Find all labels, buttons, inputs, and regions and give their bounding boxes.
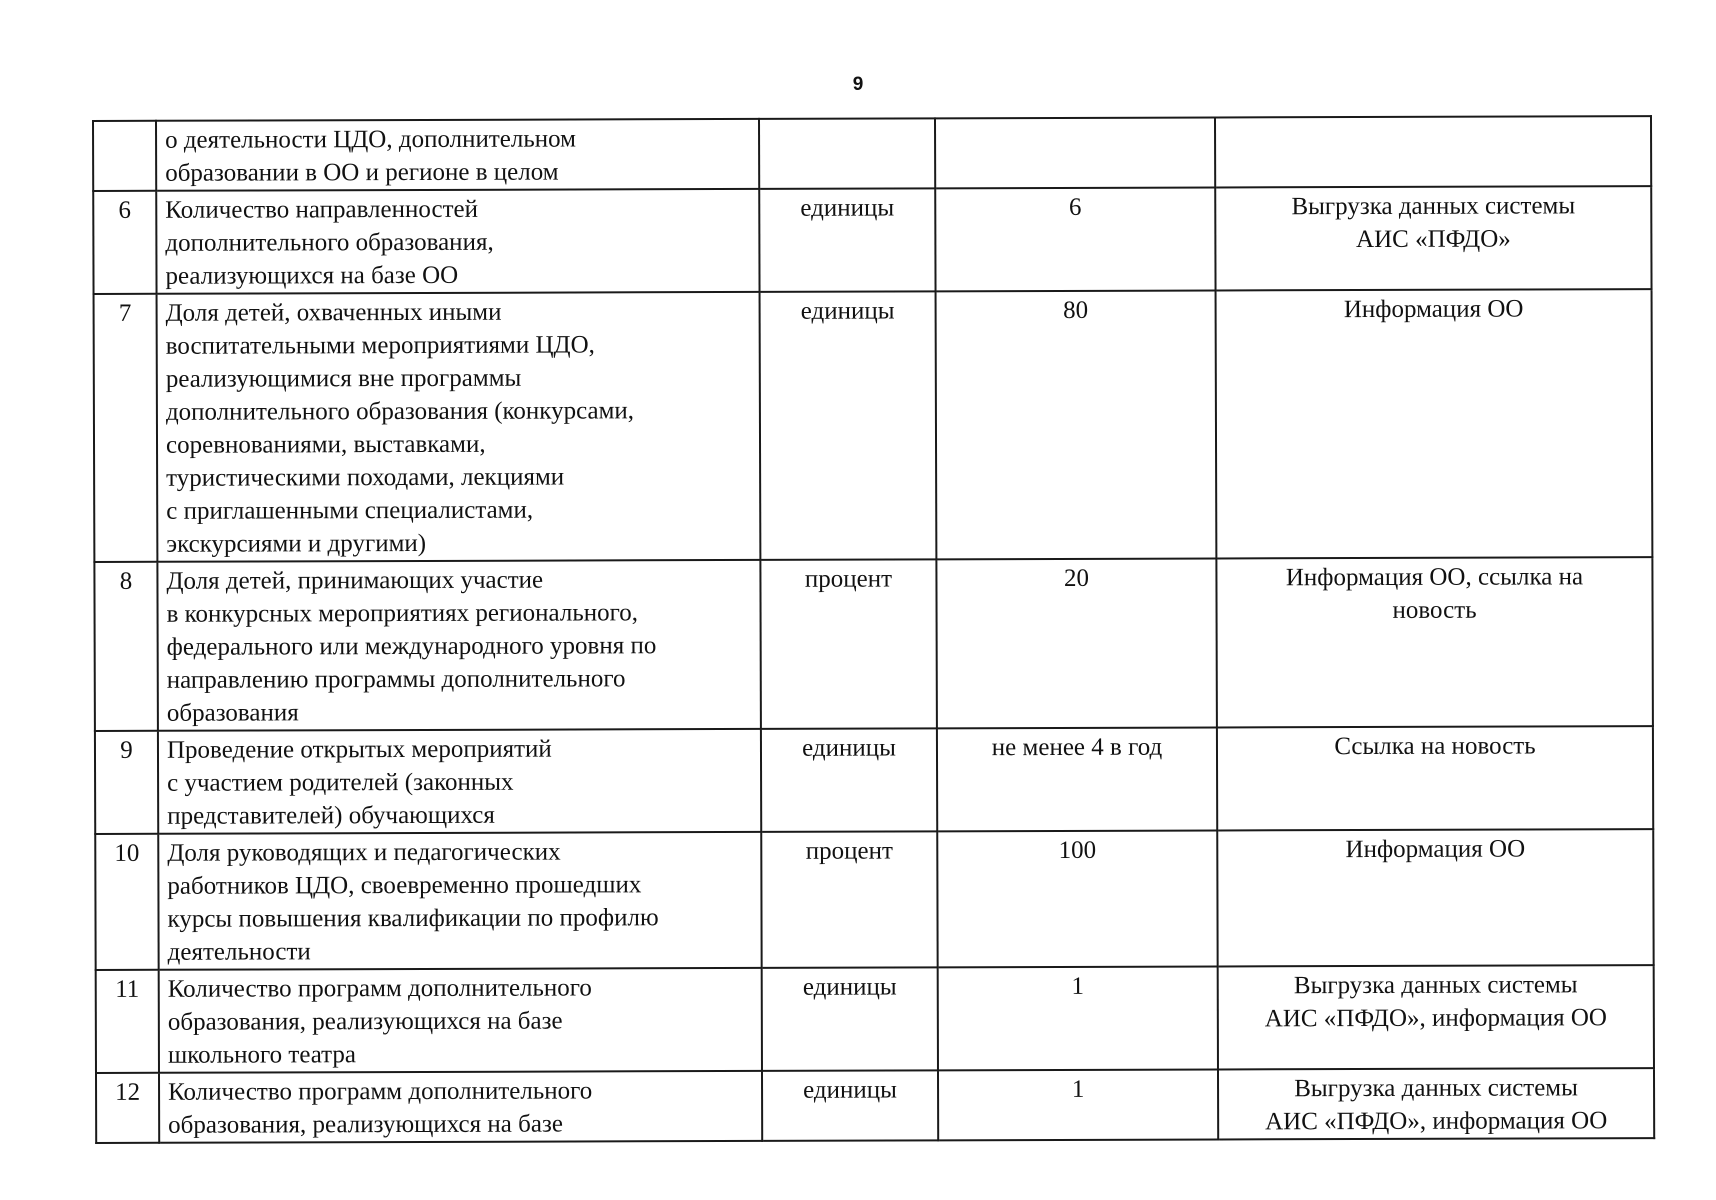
data-source-line: Информация ОО [1343, 295, 1524, 324]
indicator-name-cell [159, 968, 762, 1073]
data-source-cell [1216, 557, 1653, 727]
indicator-name-cell [158, 832, 761, 970]
data-source-line: АИС «ПФДО» [1355, 225, 1511, 254]
unit-cell [761, 728, 937, 832]
table-row [94, 289, 1653, 562]
unit-cell [759, 118, 935, 189]
data-source-line: Выгрузка данных системы [1294, 1074, 1578, 1103]
indicator-name-line: Количество направленностей [165, 195, 479, 224]
indicator-name-line: Количество программ дополнительного [167, 974, 592, 1003]
indicator-name-line: федерального или международного уровня по [166, 632, 657, 661]
table-body [93, 116, 1654, 1143]
data-source-cell [1218, 1068, 1654, 1139]
indicator-name-line: соревнованиями, выставками, [165, 430, 486, 459]
row-number-text: 6 [118, 196, 132, 224]
indicator-name-line: образовании в ОО и регионе в целом [165, 158, 559, 187]
unit-text: единицы [802, 734, 896, 762]
target-value-text: 6 [1068, 193, 1082, 221]
indicator-name-line: экскурсиями и другими) [166, 529, 427, 558]
target-value-cell [936, 558, 1217, 728]
indicator-name-cell [156, 189, 759, 294]
row-number-text: 10 [114, 839, 140, 867]
row-number-cell [96, 1073, 159, 1143]
row-number-cell [95, 731, 158, 834]
data-source-line: Ссылка на новость [1334, 732, 1536, 761]
target-value-text: 20 [1063, 564, 1089, 592]
row-number-cell [94, 294, 158, 562]
target-value-cell [937, 727, 1217, 831]
data-source-cell [1218, 965, 1654, 1069]
indicator-name-line: Доля руководящих и педагогических [167, 838, 561, 867]
indicator-name-line: Доля детей, охваченных иными [165, 298, 502, 327]
target-value-text: 80 [1063, 296, 1089, 324]
target-value-cell [935, 187, 1215, 291]
indicator-name-line: о деятельности ЦДО, дополнительном [165, 125, 577, 154]
unit-cell [760, 291, 937, 560]
indicator-name-line: работников ЦДО, своевременно прошедших [167, 871, 642, 900]
table-row [95, 726, 1653, 834]
indicator-name-line: школьного театра [167, 1041, 357, 1069]
row-number-cell [96, 970, 159, 1073]
row-number-cell [94, 562, 158, 731]
table-row [93, 116, 1651, 191]
row-number-cell [95, 834, 158, 970]
row-number-cell [93, 121, 156, 191]
data-source-line: Выгрузка данных системы [1291, 192, 1576, 221]
indicator-name-line: Доля детей, принимающих участие [166, 566, 544, 595]
indicator-name-line: Проведение открытых мероприятий [166, 735, 552, 764]
table-row [96, 965, 1654, 1073]
indicator-name-line: деятельности [167, 938, 311, 966]
indicator-name-line: образования, реализующихся на базе [167, 1007, 563, 1036]
unit-cell [762, 967, 938, 1071]
unit-text: единицы [800, 297, 895, 325]
unit-cell [759, 188, 935, 292]
indicator-name-line: образования, реализующихся на базе [168, 1110, 563, 1139]
indicator-name-line: в конкурсных мероприятиях регионального, [166, 599, 639, 628]
table-row [95, 829, 1653, 970]
unit-text: процент [804, 565, 893, 593]
indicator-name-line: дополнительного образования, [165, 228, 494, 257]
indicator-name-cell [157, 292, 761, 562]
table-row [93, 186, 1651, 294]
data-source-cell [1217, 829, 1653, 966]
table-row [94, 557, 1653, 731]
target-value-text: 100 [1058, 836, 1097, 864]
indicator-name-line: Количество программ дополнительного [168, 1077, 593, 1106]
unit-text: единицы [803, 1076, 897, 1104]
data-source-line: новость [1392, 596, 1477, 624]
indicator-name-line: с участием родителей (законных [167, 768, 514, 797]
target-value-cell [938, 966, 1218, 1070]
indicator-name-line: дополнительного образования (конкурсами, [165, 397, 635, 426]
indicator-name-cell [157, 560, 761, 731]
row-number-text: 12 [115, 1078, 141, 1106]
table-row [96, 1068, 1654, 1143]
indicator-name-line: воспитательными мероприятиями ЦДО, [165, 331, 595, 360]
indicator-name-line: реализующимися вне программы [165, 364, 522, 393]
data-source-cell [1217, 726, 1653, 830]
data-source-line: АИС «ПФДО», информация ОО [1265, 1107, 1608, 1136]
data-source-cell [1215, 116, 1651, 187]
indicator-name-cell [158, 729, 761, 834]
target-value-text [944, 121, 1206, 122]
row-number-text: 7 [118, 299, 132, 327]
indicator-name-line: направлению программы дополнительного [166, 665, 626, 694]
page-number: 9 [852, 74, 864, 95]
indicator-name-cell [159, 1071, 762, 1143]
row-number-text: 11 [115, 975, 140, 1003]
data-source-line: Информация ОО [1345, 835, 1526, 864]
target-value-cell [935, 117, 1215, 188]
indicator-name-line: курсы повышения квалификации по профилю [167, 904, 659, 933]
data-source-line: АИС «ПФДО», информация ОО [1264, 1004, 1607, 1033]
indicator-name-cell [156, 119, 759, 191]
unit-cell [762, 1070, 938, 1141]
unit-text: единицы [802, 973, 897, 1001]
indicator-name-line: туристическими походами, лекциями [166, 463, 565, 492]
indicator-name-line: реализующихся на базе ОО [165, 261, 459, 290]
unit-cell [761, 831, 937, 968]
data-source-line: Информация ОО, ссылка на [1285, 563, 1584, 592]
data-source-cell [1216, 289, 1653, 558]
row-number-cell [93, 191, 156, 294]
indicator-name-line: с приглашенными специалистами, [166, 496, 534, 525]
row-number-text: 8 [119, 567, 133, 595]
data-source-cell [1215, 186, 1651, 290]
indicator-name-line: образования [166, 699, 299, 727]
unit-text: процент [805, 837, 893, 865]
row-number-text: 9 [120, 736, 133, 764]
target-value-text: 1 [1071, 972, 1085, 1000]
target-value-cell [937, 830, 1217, 967]
target-value-cell [936, 290, 1217, 559]
target-value-text: не менее 4 в год [991, 733, 1163, 762]
target-value-cell [938, 1069, 1218, 1140]
indicators-table [92, 115, 1655, 1144]
unit-cell [760, 559, 937, 729]
target-value-text: 1 [1071, 1075, 1085, 1103]
data-source-line: Выгрузка данных системы [1293, 971, 1578, 1000]
indicator-name-line: представителей) обучающихся [167, 801, 495, 830]
unit-text: единицы [800, 194, 895, 222]
